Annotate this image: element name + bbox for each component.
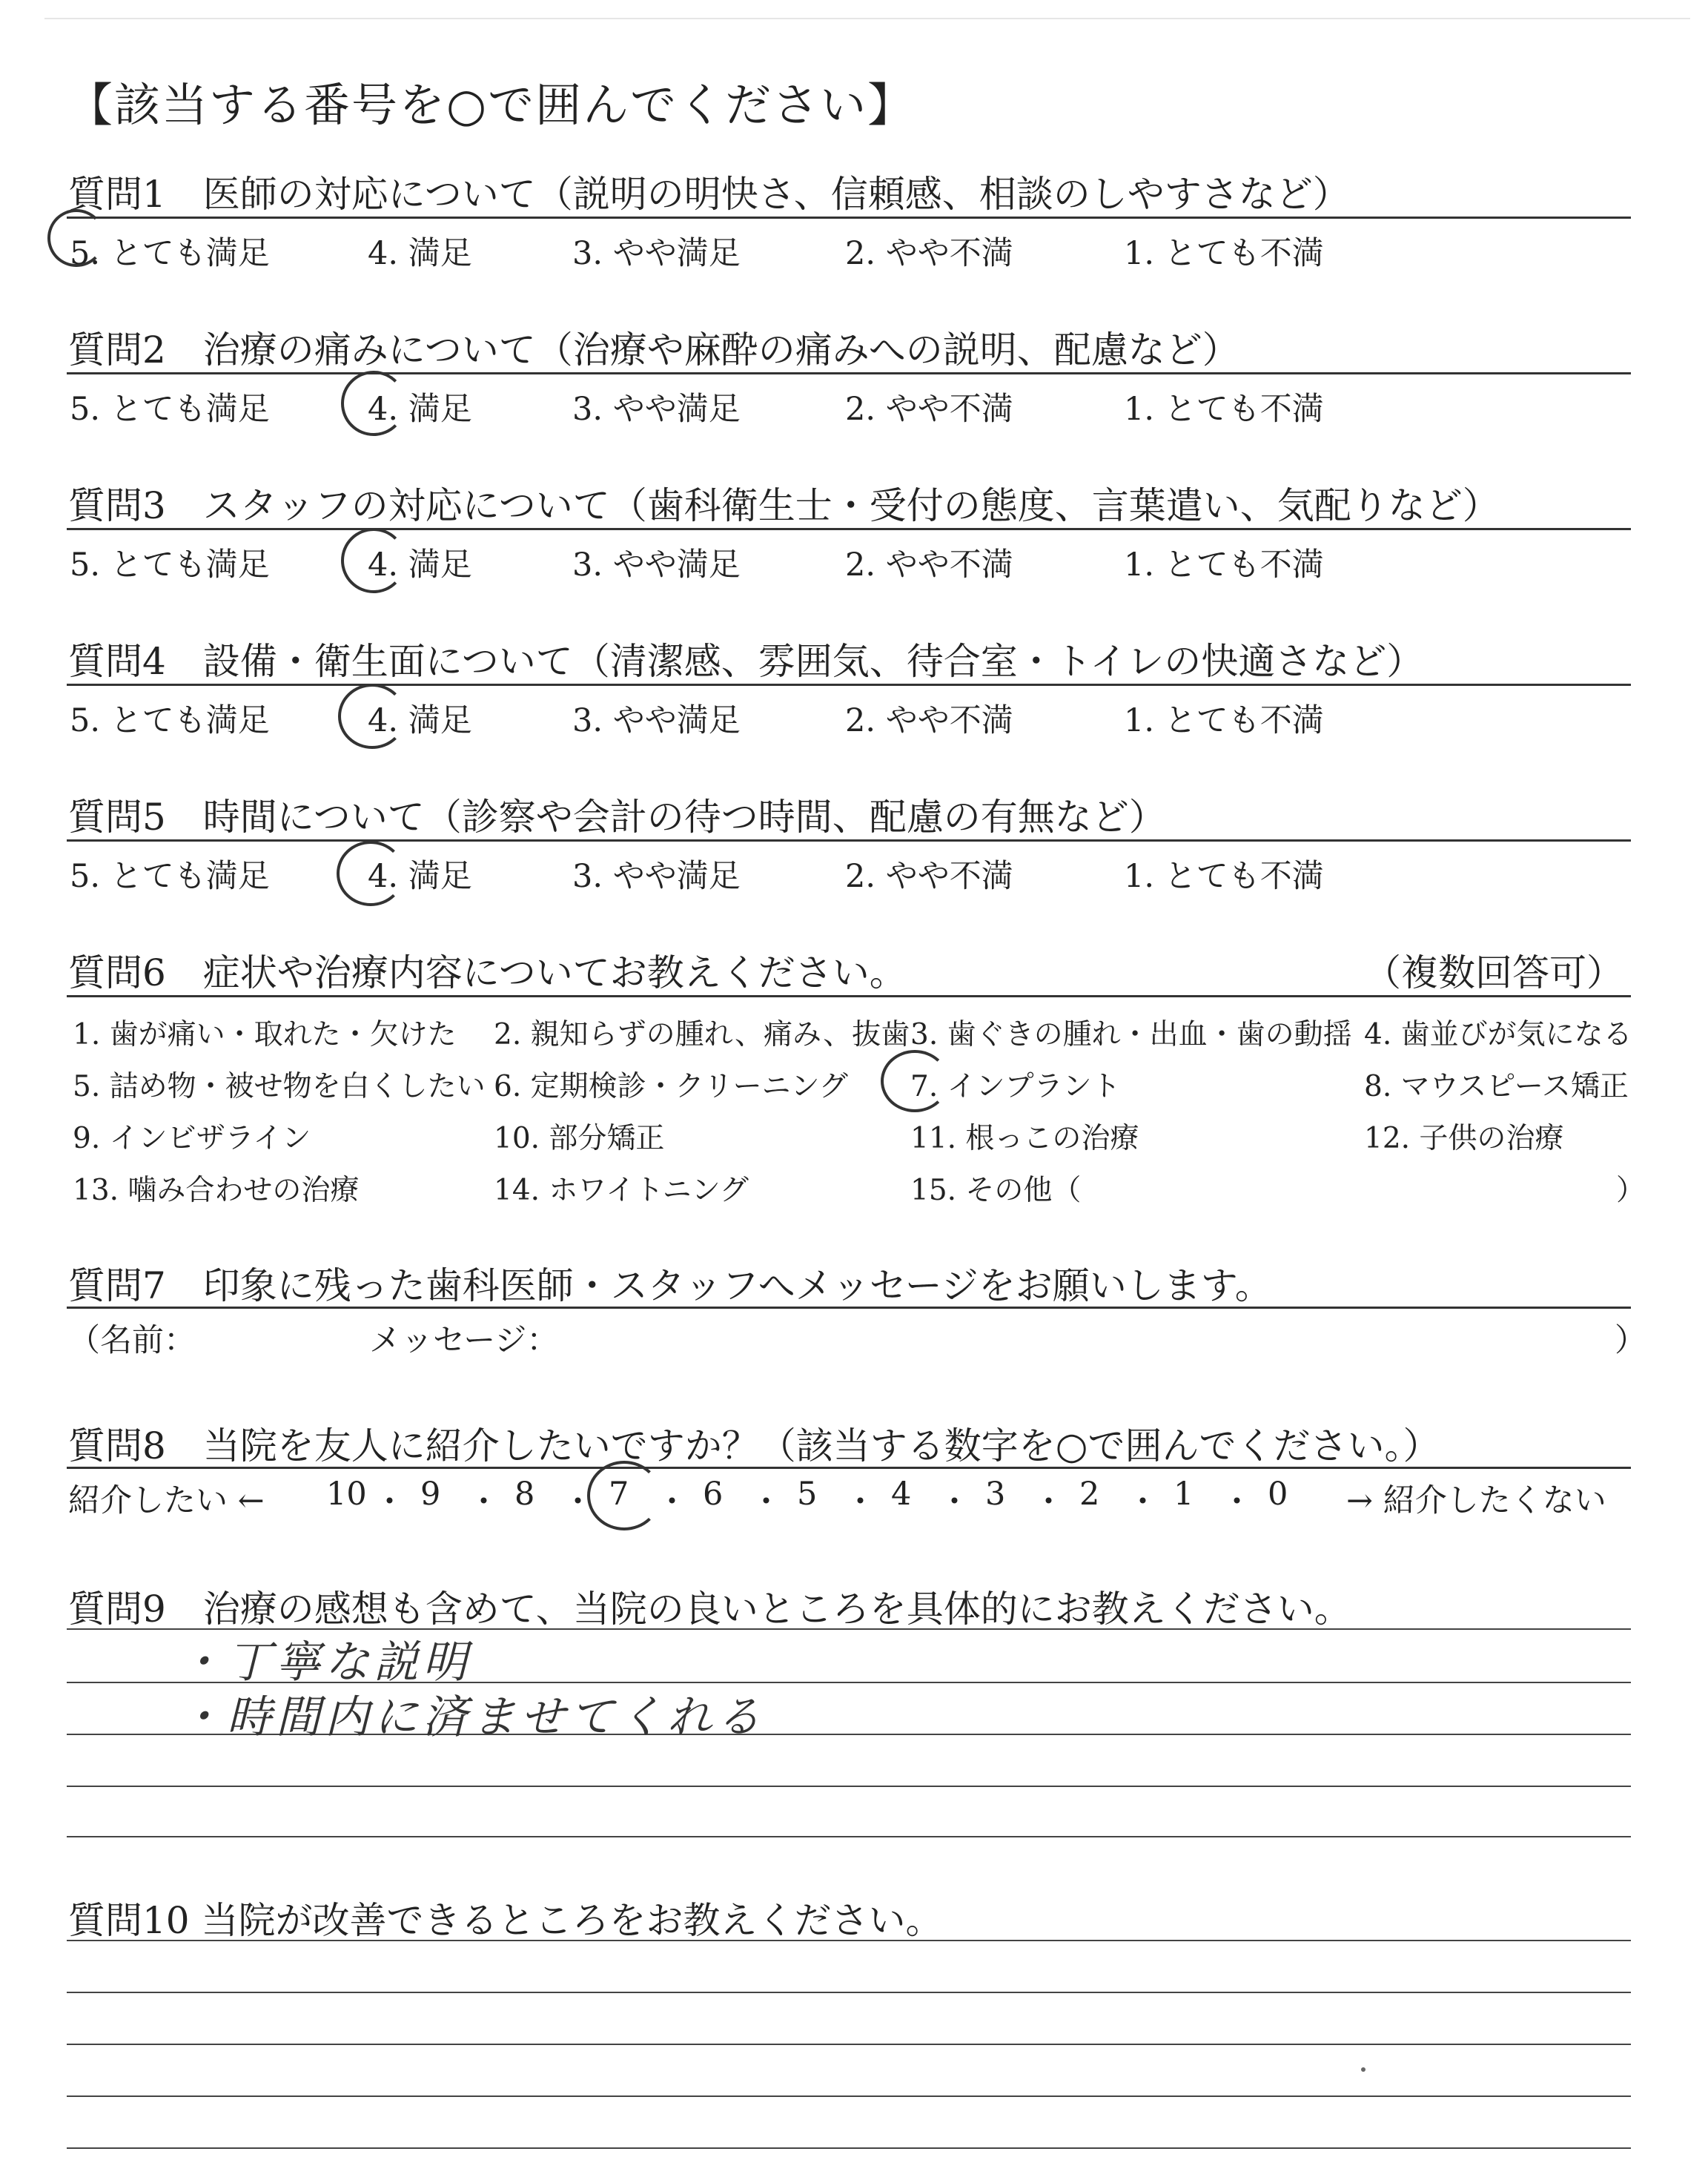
q1-option-5[interactable]: 5. とても満足	[70, 235, 270, 272]
q8-scale-1[interactable]: 9	[420, 1476, 441, 1513]
q8-scale-separator: ・	[939, 1484, 970, 1521]
q8-scale-separator: ・	[844, 1484, 876, 1521]
question-6-note: （複数回答可）	[1364, 951, 1623, 994]
q9-line-5	[67, 1836, 1631, 1837]
q9-answer-2: ・時間内に済ませてくれる	[178, 1691, 765, 1743]
q6-option-5[interactable]: 5. 詰め物・被せ物を白くしたい	[73, 1070, 486, 1103]
q2-option-2[interactable]: 2. やや不満	[845, 391, 1013, 428]
question-10-label: 質問10 当院が改善できるところをお教えください。	[68, 1899, 943, 1942]
q5-option-2[interactable]: 2. やや不満	[845, 858, 1013, 895]
question-3-rule	[67, 528, 1631, 530]
q5-option-3[interactable]: 3. やや満足	[572, 858, 741, 895]
q2-option-3[interactable]: 3. やや満足	[572, 391, 741, 428]
q6-selection-circle	[881, 1050, 949, 1112]
q6-option-9[interactable]: 9. インビザライン	[73, 1122, 311, 1155]
q5-option-4[interactable]: 4. 満足	[368, 858, 472, 895]
q9-line-4	[67, 1786, 1631, 1787]
q8-scale-separator: ・	[1221, 1484, 1253, 1521]
q2-selection-circle	[341, 371, 406, 436]
q5-option-5[interactable]: 5. とても満足	[70, 858, 270, 895]
question-2-label: 質問2 治療の痛みについて（治療や麻酔の痛みへの説明、配慮など）	[68, 328, 1239, 371]
q8-scale-9[interactable]: 1	[1174, 1476, 1194, 1513]
q6-option-13[interactable]: 13. 噛み合わせの治療	[73, 1174, 360, 1207]
question-4-rule	[67, 684, 1631, 686]
q4-option-3[interactable]: 3. やや満足	[572, 702, 741, 739]
q2-option-5[interactable]: 5. とても満足	[70, 391, 270, 428]
question-4-label: 質問4 設備・衛生面について（清潔感、雰囲気、待合室・トイレの快適さなど）	[68, 640, 1424, 683]
q3-option-2[interactable]: 2. やや不満	[845, 546, 1013, 584]
q8-scale-separator: ・	[374, 1484, 406, 1521]
q10-line-2	[67, 1992, 1631, 1993]
q8-scale-5[interactable]: 5	[797, 1476, 818, 1513]
q8-scale-6[interactable]: 4	[891, 1476, 912, 1513]
q8-scale-separator: ・	[562, 1484, 594, 1521]
q6-option-2[interactable]: 2. 親知らずの腫れ、痛み、抜歯	[494, 1018, 910, 1051]
q3-option-3[interactable]: 3. やや満足	[572, 546, 741, 584]
question-2-rule	[67, 372, 1631, 374]
q1-option-3[interactable]: 3. やや満足	[572, 235, 741, 272]
q3-selection-circle	[341, 528, 406, 593]
q7-close-paren: ）	[1615, 1322, 1646, 1359]
q6-option-3[interactable]: 3. 歯ぐきの腫れ・出血・歯の動揺	[910, 1018, 1352, 1051]
q8-scale-4[interactable]: 6	[703, 1476, 724, 1513]
question-9-label: 質問9 治療の感想も含めて、当院の良いところを具体的にお教えください。	[68, 1588, 1351, 1631]
q6-option-15[interactable]: 15. その他（	[910, 1174, 1082, 1207]
q6-option-10[interactable]: 10. 部分矯正	[494, 1122, 665, 1155]
q4-selection-circle	[338, 684, 406, 749]
q6-option-7[interactable]: 7. インプラント	[910, 1070, 1121, 1103]
q4-option-1[interactable]: 1. とても不満	[1124, 702, 1324, 739]
q8-right-label: → 紹介したくない	[1346, 1482, 1606, 1519]
q9-answer-1: ・丁寧な説明	[178, 1636, 471, 1688]
q4-option-5[interactable]: 5. とても満足	[70, 702, 270, 739]
q8-scale-separator: ・	[1127, 1484, 1159, 1521]
q8-scale-separator: ・	[656, 1484, 688, 1521]
q10-line-3	[67, 2044, 1631, 2045]
question-8-rule	[67, 1467, 1631, 1469]
top-edge-line	[44, 18, 1690, 19]
q8-scale-8[interactable]: 2	[1079, 1476, 1100, 1513]
q5-selection-circle	[337, 841, 405, 906]
q3-option-4[interactable]: 4. 満足	[368, 546, 472, 584]
question-8-label: 質問8 当院を友人に紹介したいですか？（該当する数字を○で囲んでください。）	[68, 1424, 1440, 1467]
q6-option-8[interactable]: 8. マウスピース矯正	[1364, 1070, 1629, 1103]
q2-option-1[interactable]: 1. とても不満	[1124, 391, 1324, 428]
question-6-rule	[67, 995, 1631, 997]
q1-selection-circle	[47, 209, 105, 267]
q4-option-2[interactable]: 2. やや不満	[845, 702, 1013, 739]
q8-scale-separator: ・	[1033, 1484, 1065, 1521]
q10-line-1	[67, 1940, 1631, 1941]
q8-left-label: 紹介したい ←	[68, 1482, 265, 1519]
q6-option-14[interactable]: 14. ホワイトニング	[494, 1174, 749, 1207]
question-5-rule	[67, 839, 1631, 842]
q6-option-4[interactable]: 4. 歯並びが気になる	[1364, 1018, 1632, 1051]
q10-line-4	[67, 2095, 1631, 2097]
q7-message-label: メッセージ：	[369, 1322, 559, 1359]
question-1-label: 質問1 医師の対応について（説明の明快さ、信頼感、相談のしやすさなど）	[68, 173, 1350, 216]
q6-option-12[interactable]: 12. 子供の治療	[1364, 1122, 1564, 1155]
question-1-rule	[67, 217, 1631, 219]
q1-option-4[interactable]: 4. 満足	[368, 235, 472, 272]
scan-speck	[1361, 2067, 1366, 2072]
q8-scale-2[interactable]: 8	[514, 1476, 535, 1513]
q6-option-11[interactable]: 11. 根っこの治療	[910, 1122, 1139, 1155]
question-3-label: 質問3 スタッフの対応について（歯科衛生士・受付の態度、言葉遣い、気配りなど）	[68, 484, 1500, 527]
q3-option-5[interactable]: 5. とても満足	[70, 546, 270, 584]
q8-scale-10[interactable]: 0	[1268, 1476, 1288, 1513]
q6-option-6[interactable]: 6. 定期検診・クリーニング	[494, 1070, 848, 1103]
q7-name-label: （名前：	[68, 1322, 196, 1359]
q1-option-1[interactable]: 1. とても不満	[1124, 235, 1324, 272]
question-5-label: 質問5 時間について（診察や会計の待つ時間、配慮の有無など）	[68, 796, 1166, 839]
q8-selection-circle	[587, 1461, 661, 1530]
q1-option-2[interactable]: 2. やや不満	[845, 235, 1013, 272]
q4-option-4[interactable]: 4. 満足	[368, 702, 472, 739]
q5-option-1[interactable]: 1. とても不満	[1124, 858, 1324, 895]
q10-line-5	[67, 2147, 1631, 2149]
question-6-label: 質問6 症状や治療内容についてお教えください。	[68, 951, 907, 994]
q3-option-1[interactable]: 1. とても不満	[1124, 546, 1324, 584]
question-7-label: 質問7 印象に残った歯科医師・スタッフへメッセージをお願いします。	[68, 1264, 1272, 1307]
q8-scale-separator: ・	[468, 1484, 500, 1521]
question-7-rule	[67, 1307, 1631, 1309]
q6-option-1[interactable]: 1. 歯が痛い・取れた・欠けた	[73, 1018, 457, 1051]
q8-scale-3[interactable]: 7	[609, 1476, 629, 1513]
q8-scale-0[interactable]: 10	[326, 1476, 367, 1513]
q8-scale-separator: ・	[750, 1484, 782, 1521]
q2-option-4[interactable]: 4. 満足	[368, 391, 472, 428]
page-heading: 【該当する番号を○で囲んでください】	[67, 78, 916, 132]
q8-scale-7[interactable]: 3	[985, 1476, 1006, 1513]
q6-other-close-paren: ）	[1616, 1174, 1646, 1207]
